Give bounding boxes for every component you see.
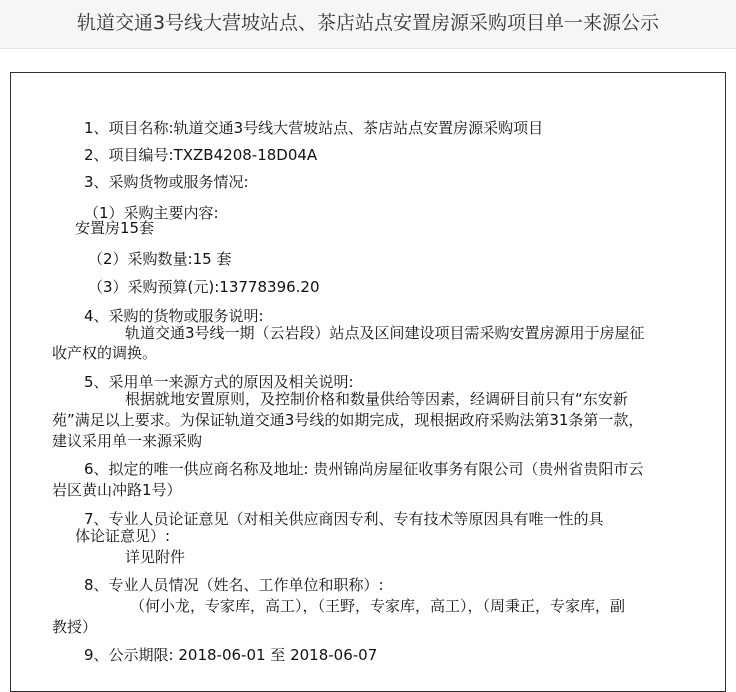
item-8-experts-line-2: 教授） xyxy=(52,618,98,636)
item-3-sub-1-value: 安置房15套 xyxy=(75,219,155,237)
item-6-supplier: 6、拟定的唯一供应商名称及地址: 贵州锦尚房屋征收事务有限公司（贵州省贵阳市云 xyxy=(84,460,644,478)
item-6-supplier-address: 岩区黄山冲路1号） xyxy=(52,481,182,499)
item-5-heading: 5、采用单一来源方式的原因及相关说明: xyxy=(84,373,354,391)
item-3-sub-3: （3）采购预算(元):13778396.20 xyxy=(88,278,320,296)
item-9-publicity-period: 9、公示期限: 2018-06-01 至 2018-06-07 xyxy=(84,646,378,664)
item-7-heading: 7、专业人员论证意见（对相关供应商因专利、专有技术等原因具有唯一性的具 xyxy=(84,510,604,528)
item-4-heading: 4、采购的货物或服务说明: xyxy=(84,307,264,325)
item-4-text-line-1: 轨道交通3号线一期（云岩段）站点及区间建设项目需采购安置房源用于房屋征 xyxy=(125,324,645,342)
item-8-heading: 8、专业人员情况（姓名、工作单位和职称）: xyxy=(84,576,384,594)
page-title: 轨道交通3号线大营坡站点、茶店站点安置房源采购项目单一来源公示 xyxy=(0,0,736,49)
item-8-experts-line-1: （何小龙，专家库，高工），（王野，专家库，高工），（周秉正，专家库，副 xyxy=(130,597,626,615)
item-3-sub-2: （2）采购数量:15 套 xyxy=(88,250,232,268)
item-4-text-line-2: 收产权的调换。 xyxy=(52,344,158,362)
item-5-text-line-1: 根据就地安置原则，及控制价格和数量供给等因素，经调研目前只有“东安新 xyxy=(125,390,628,408)
item-7-value: 详见附件 xyxy=(125,548,186,566)
item-1-project-name: 1、项目名称:轨道交通3号线大营坡站点、茶店站点安置房源采购项目 xyxy=(84,119,544,137)
item-5-text-line-3: 建议采用单一来源采购 xyxy=(52,432,203,450)
item-2-project-number: 2、项目编号:TXZB4208-18D04A xyxy=(84,146,318,164)
item-3-sub-1: （1）采购主要内容: xyxy=(84,204,219,222)
item-3-heading: 3、采购货物或服务情况: xyxy=(84,173,249,191)
item-7-heading-cont: 体论证意见）: xyxy=(75,527,171,545)
item-5-text-line-2: 苑”满足以上要求。为保证轨道交通3号线的如期完成，现根据政府采购法第31条第一款， xyxy=(52,411,644,429)
